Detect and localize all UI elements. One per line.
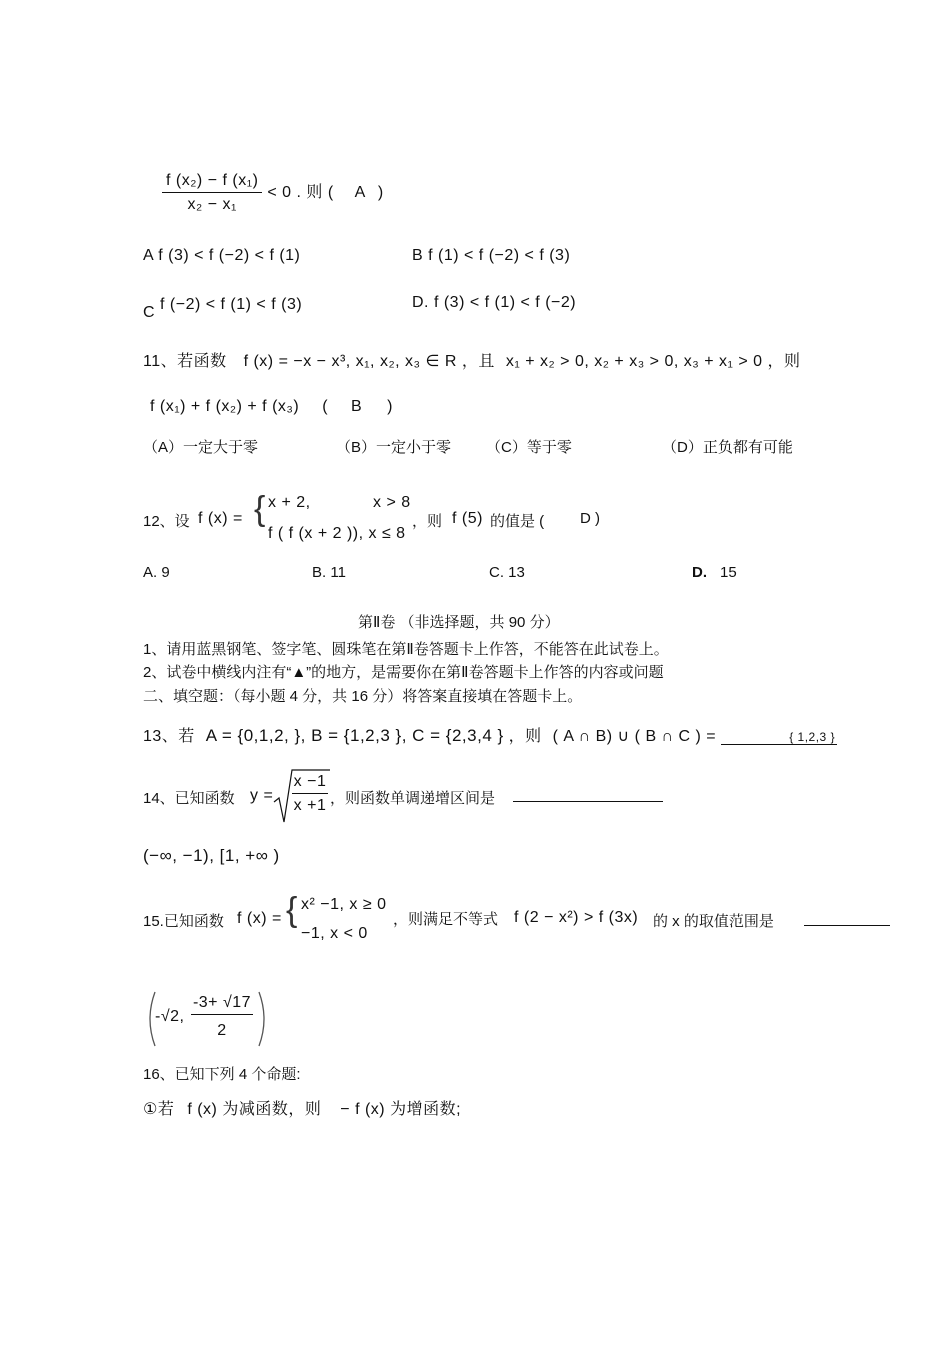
q14-prefix: 14、已知函数 bbox=[143, 790, 235, 807]
q12-case2: f ( f (x + 2 )), x ≤ 8 bbox=[268, 525, 406, 542]
q15-func: f (x) = bbox=[237, 910, 282, 927]
q12-case1-condition: x > 8 bbox=[373, 494, 411, 511]
q12-option-a: A. 9 bbox=[143, 564, 170, 581]
q13-mid: ，则 bbox=[508, 728, 542, 745]
q11-answer-close: ) bbox=[387, 398, 393, 415]
q12-suffix: 的值是 ( bbox=[490, 513, 545, 530]
q13-answer: { 1,2,3 } bbox=[789, 730, 836, 744]
q14-suffix: ，则函数单调递增区间是 bbox=[330, 790, 496, 807]
q14-denominator: x +1 bbox=[293, 797, 327, 814]
section-title: 第Ⅱ卷 （非选择题，共 90 分） bbox=[358, 614, 560, 631]
q10-option-c bbox=[143, 296, 303, 321]
q12-option-c: C. 13 bbox=[489, 564, 525, 581]
q15-brace: { bbox=[286, 891, 298, 929]
q16-item1-expr1: f (x) bbox=[187, 1101, 218, 1118]
q15-mid: ，则满足不等式 bbox=[393, 911, 499, 928]
q12-mid: ，则 bbox=[412, 513, 443, 530]
q12-brace: { bbox=[254, 490, 266, 528]
q10-answer: A bbox=[354, 184, 365, 202]
q15-prefix: 15.已知函数 bbox=[143, 913, 224, 930]
q15-inequality: f (2 − x²) > f (3x) bbox=[514, 909, 639, 926]
q15-answer-numerator: -3+ √17 bbox=[191, 994, 253, 1015]
q15-answer-blank bbox=[804, 910, 890, 926]
q11-condition: x₁ + x₂ > 0, x₂ + x₃ > 0, x₃ + x₁ > 0 bbox=[505, 353, 763, 370]
q10-fraction-numerator: f (x₂) − f (x₁) bbox=[162, 172, 262, 193]
q16-item1-mid: 为减函数，则 bbox=[222, 1101, 322, 1118]
q15-case1: x² −1, x ≥ 0 bbox=[301, 896, 387, 913]
q15-suffix: 的 x 的取值范围是 bbox=[653, 913, 774, 930]
q12-prefix: 12、设 bbox=[143, 513, 190, 530]
q11-prefix: 11、若函数 bbox=[143, 353, 227, 370]
q12-case1: x + 2, bbox=[268, 494, 311, 511]
q11-stem bbox=[143, 348, 800, 371]
q15-answer-denominator: 2 bbox=[217, 1022, 227, 1039]
q11-expression: f (x₁) + f (x₂) + f (x₃) bbox=[150, 398, 300, 415]
q14-answer: (−∞, −1), [1, +∞ ) bbox=[143, 846, 280, 865]
q13-sets: A = {0,1,2, }, B = {1,2,3 }, C = {2,3,4 } bbox=[205, 726, 504, 745]
q10-fraction bbox=[162, 172, 262, 214]
q11-function: f (x) = −x − x³, x₁, x₂, x₃ ∈ R bbox=[243, 353, 457, 370]
q13-line bbox=[143, 723, 837, 746]
q12-func: f (x) = bbox=[198, 510, 243, 527]
q12-option-b: B. 11 bbox=[312, 564, 346, 581]
q10-option-a: A f (3) < f (−2) < f (1) bbox=[143, 247, 301, 264]
q12-option-d: 15 bbox=[720, 564, 737, 581]
q12-answer: D bbox=[580, 510, 591, 527]
q16-item1-prefix: ①若 bbox=[143, 1101, 175, 1118]
q11-expression-line bbox=[150, 398, 393, 416]
q11-option-d: （D）正负都有可能 bbox=[662, 439, 793, 456]
q14-answer-blank bbox=[513, 786, 663, 802]
q10-close: ) bbox=[377, 184, 384, 202]
q13-prefix: 13、若 bbox=[143, 728, 195, 745]
q12-option-d-letter: D. bbox=[692, 564, 707, 581]
q10-condition bbox=[162, 172, 384, 214]
q11-option-b: （B）一定小于零 bbox=[336, 439, 452, 456]
q16-stem: 16、已知下列 4 个命题: bbox=[143, 1066, 301, 1083]
q11-option-c: （C）等于零 bbox=[486, 439, 572, 456]
section-note-1: 1、请用蓝黑钢笔、签字笔、圆珠笔在第Ⅱ卷答题卡上作答，不能答在此试卷上。 bbox=[143, 641, 669, 658]
q16-item1-expr2: − f (x) bbox=[340, 1101, 386, 1118]
q11-suffix: ，则 bbox=[767, 353, 801, 370]
q14-numerator: x −1 bbox=[292, 773, 328, 794]
q16-item-1 bbox=[143, 1096, 461, 1119]
q14-y: y = bbox=[250, 787, 274, 804]
q15-case2: −1, x < 0 bbox=[301, 925, 368, 942]
q10-option-d: D. f (3) < f (1) < f (−2) bbox=[412, 294, 577, 311]
q16-item1-suffix: 为增函数; bbox=[390, 1101, 462, 1118]
fill-heading: 二、填空题：（每小题 4 分，共 16 分）将答案直接填在答题卡上。 bbox=[143, 688, 583, 705]
q11-option-a: （A）一定大于零 bbox=[143, 439, 259, 456]
q13-answer-blank bbox=[721, 730, 837, 745]
q11-answer-open: ( bbox=[322, 398, 329, 415]
q13-expression: ( A ∩ B) ∪ ( B ∩ C ) = bbox=[552, 728, 717, 745]
q10-fraction-denominator: x₂ − x₁ bbox=[187, 196, 237, 213]
q15-answer-left: -√2, bbox=[155, 1008, 185, 1025]
q12-close: ) bbox=[595, 510, 600, 527]
q11-answer: B bbox=[350, 398, 363, 415]
q14-fraction bbox=[292, 773, 328, 815]
q10-option-b: B f (1) < f (−2) < f (3) bbox=[412, 247, 571, 264]
q10-condition-tail: < 0 . 则 ( bbox=[267, 184, 334, 202]
q12-target: f (5) bbox=[452, 510, 483, 527]
q10-option-c-letter: C bbox=[143, 304, 156, 321]
section-note-2: 2、试卷中横线内注有“▲”的地方，是需要你在第Ⅱ卷答题卡上作答的内容或问题 bbox=[143, 664, 664, 681]
q10-option-c-text: f (−2) < f (1) < f (3) bbox=[160, 296, 303, 313]
q11-cond-prefix: ，且 bbox=[461, 353, 495, 370]
